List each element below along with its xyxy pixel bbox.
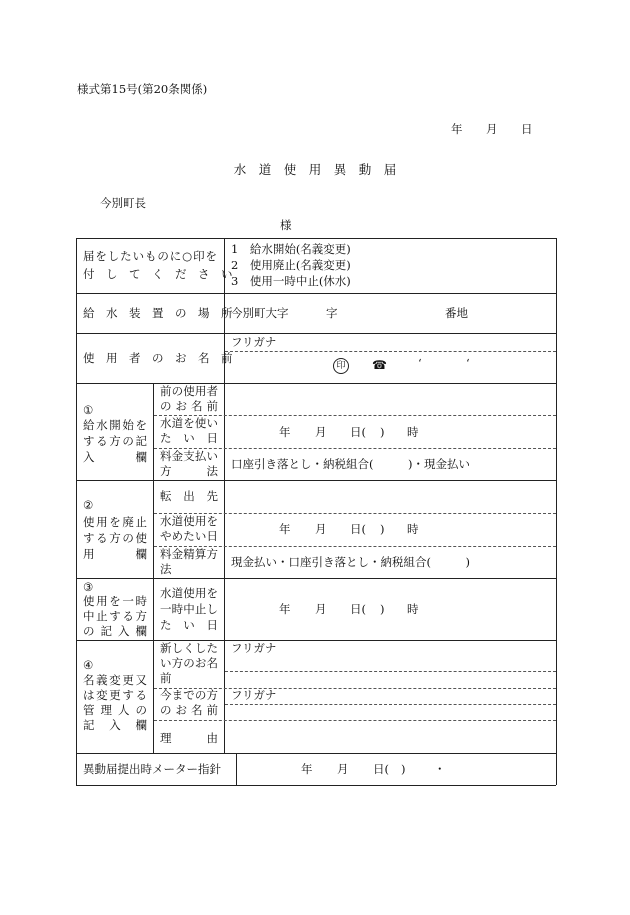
date-month-label: 月 (486, 122, 498, 136)
start-label-1: 給水開始を (83, 418, 147, 432)
suspend-date-paren: ) (380, 602, 385, 616)
stop-date-hour: 時 (407, 522, 419, 536)
start-date-month: 月 (315, 425, 327, 439)
notice-label-line1: 届をしたいものに○印を (83, 249, 217, 263)
stop-date-day: 日( (350, 522, 366, 536)
honorific: 様 (280, 218, 292, 232)
old-name-label-2: のお名前 (160, 703, 218, 717)
user-quote-2: ‘ (466, 356, 470, 370)
transfer-label-4: 記入欄 (83, 718, 147, 732)
location-label: 給 水 装 置 の 場 所 (83, 306, 233, 320)
end-date-label-1: 水道使用を (160, 514, 218, 528)
use-date-label-1: 水道を使い (160, 416, 218, 430)
old-furigana: フリガナ (231, 688, 277, 702)
location-town: 今別町大字 (231, 306, 289, 320)
user-quote-1: ‘ (418, 356, 422, 370)
notice-option-2[interactable]: 2 使用廃止(名義変更) (231, 258, 351, 272)
settle-label-2: 法 (160, 562, 172, 576)
transfer-label-3: 管理人の (83, 703, 147, 717)
location-banchi: 番地 (445, 306, 468, 320)
date-year-label: 年 (451, 122, 463, 136)
suspend-date-year: 年 (279, 602, 291, 616)
suspend-date-label-1: 水道使用を (160, 586, 218, 600)
phone-icon: ☎ (372, 358, 387, 372)
transfer-section-number: ④ (83, 658, 94, 672)
payment-value: 口座引き落とし・納税組合( )・現金払い (231, 457, 470, 471)
stop-label-2: する方の使 (83, 531, 147, 545)
meter-month: 月 (337, 762, 349, 776)
meter-label: 異動届提出時メーター指針 (83, 762, 221, 776)
suspend-date-label-3: たい日 (160, 618, 218, 632)
reason-label: 理 由 (160, 731, 218, 745)
new-name-label-2: い方のお名 (160, 656, 218, 670)
new-name-label-1: 新しくした (160, 641, 218, 655)
seal-mark-icon: 印 (333, 358, 349, 374)
start-date-year: 年 (279, 425, 291, 439)
prev-user-label-2: のお名前 (160, 399, 218, 413)
start-section-number: ① (83, 403, 94, 417)
suspend-label-3: の記入欄 (83, 624, 147, 638)
user-label: 使 用 者 の お 名 前 (83, 351, 233, 365)
transfer-label-1: 名義変更又 (83, 673, 147, 687)
start-date-hour: 時 (407, 425, 419, 439)
transfer-label-2: は変更する (83, 688, 147, 702)
start-label-3: 入 欄 (83, 450, 147, 464)
stop-date-year: 年 (279, 522, 291, 536)
settle-value: 現金払い・口座引き落とし・納税組合( ) (231, 555, 470, 569)
prev-user-label-1: 前の使用者 (160, 384, 218, 398)
suspend-label-2: 中止する方 (83, 609, 147, 623)
stop-label-3: 用 欄 (83, 547, 147, 561)
move-label: 転 出 先 (160, 489, 218, 503)
old-name-label-1: 今までの方 (160, 688, 218, 702)
form-number: 様式第15号(第20条関係) (77, 82, 208, 96)
meter-dot: ・ (434, 762, 446, 776)
suspend-date-hour: 時 (407, 602, 419, 616)
meter-day: 日( (373, 762, 389, 776)
use-date-label-2: たい日 (160, 431, 218, 445)
start-date-paren: ) (380, 425, 385, 439)
stop-section-number: ② (83, 498, 94, 512)
suspend-date-month: 月 (315, 602, 327, 616)
suspend-date-label-2: 一時中止し (160, 602, 218, 616)
meter-paren: ) (401, 762, 406, 776)
payment-label-2: 方法 (160, 464, 218, 478)
payment-label-1: 料金支払い (160, 449, 218, 463)
suspend-section-number: ③ (83, 580, 94, 594)
notice-label-line2: 付 し て く だ さ い (83, 267, 233, 281)
addressee: 今別町長 (100, 196, 146, 210)
notice-option-3[interactable]: 3 使用一時中止(休水) (231, 274, 351, 288)
notice-option-1[interactable]: 1 給水開始(名義変更) (231, 242, 351, 256)
stop-date-paren: ) (380, 522, 385, 536)
end-date-label-2: やめたい日 (160, 529, 218, 543)
start-date-day: 日( (350, 425, 366, 439)
new-name-label-3: 前 (160, 671, 172, 685)
date-day-label: 日 (521, 122, 533, 136)
meter-year: 年 (301, 762, 313, 776)
settle-label-1: 料金精算方 (160, 547, 218, 561)
suspend-date-day: 日( (350, 602, 366, 616)
suspend-label-1: 使用を一時 (83, 594, 147, 608)
location-aza: 字 (326, 306, 338, 320)
stop-label-1: 使用を廃止 (83, 515, 147, 529)
new-furigana: フリガナ (231, 641, 277, 655)
user-furigana: フリガナ (231, 335, 277, 349)
document-title: 水 道 使 用 異 動 届 (233, 162, 397, 177)
stop-date-month: 月 (315, 522, 327, 536)
start-label-2: する方の記 (83, 434, 147, 448)
